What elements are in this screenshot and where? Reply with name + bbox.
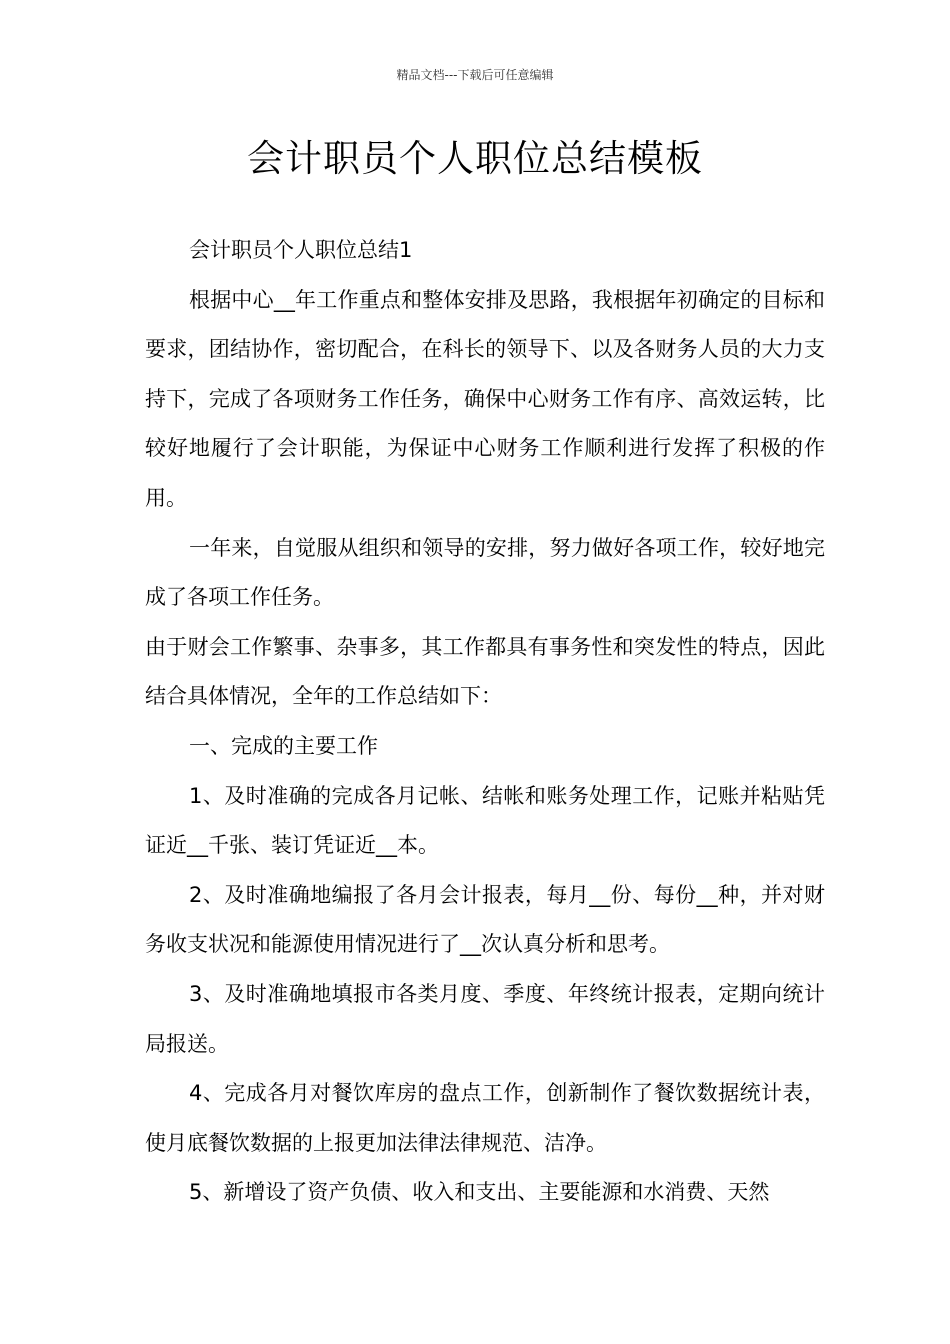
- list-item-5: 5、新增设了资产负债、收入和支出、主要能源和水消费、天然: [189, 1180, 770, 1205]
- list-item-1: 1、及时准确的完成各月记帐、结帐和账务处理工作，记账并粘贴凭证近__千张、装订凭证近__本。: [145, 783, 825, 858]
- list-item-4: 4、完成各月对餐饮库房的盘点工作，创新制作了餐饮数据统计表，使月底餐饮数据的上报更加法律法律规范、洁净。: [145, 1081, 825, 1155]
- paragraph-intro: 根据中心__年工作重点和整体安排及思路，我根据年初确定的目标和要求，团结协作，密切配合，在科长的领导下、以及各财务人员的大力支持下，完成了各项财务工作任务，确保中心财务工作有序、高效运转，比较好地履行了会计职能，为保证中心财务工作顺利进行发挥了积极的作用。: [145, 287, 825, 510]
- document-body: [145, 226, 825, 1218]
- paragraph-year-overview: 一年来，自觉服从组织和领导的安排，努力做好各项工作，较好地完成了各项工作任务。: [145, 535, 825, 610]
- section-heading-main-work: 一、完成的主要工作: [189, 733, 378, 758]
- list-item-2: 2、及时准确地编报了各月会计报表，每月__份、每份__种，并对财务收支状况和能源使用情况进行了__次认真分析和思考。: [145, 882, 825, 957]
- paragraph-work-characteristics: 由于财会工作繁事、杂事多，其工作都具有事务性和突发性的特点，因此结合具体情况，全年的工作总结如下：: [145, 634, 825, 709]
- document-title: 会计职员个人职位总结模板: [247, 137, 703, 180]
- header-note: 精品文档---下载后可任意编辑: [396, 68, 554, 82]
- section-heading-summary-1: 会计职员个人职位总结1: [189, 238, 413, 262]
- list-item-3: 3、及时准确地填报市各类月度、季度、年终统计报表，定期向统计局报送。: [145, 981, 825, 1056]
